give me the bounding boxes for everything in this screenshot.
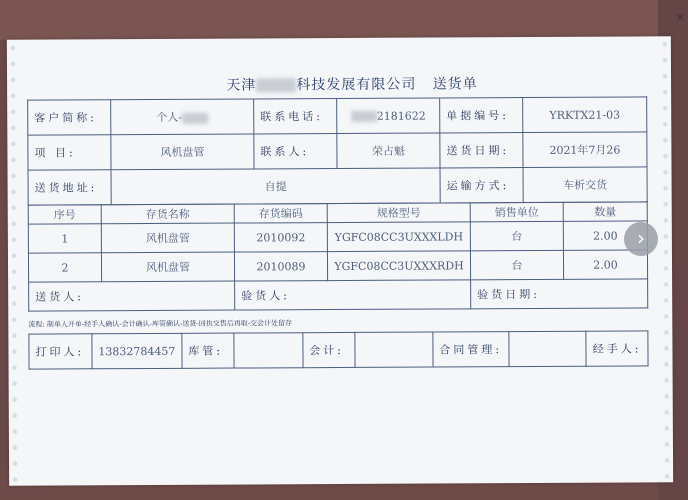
- item-value: 风机盘管: [111, 134, 254, 170]
- col-header: 数量: [563, 202, 647, 221]
- date-value: 2021年7月26: [523, 132, 647, 168]
- redacted-phone: [351, 111, 377, 122]
- footer-table: [28, 330, 648, 369]
- address-value: 自提: [111, 168, 440, 205]
- document-type: 送货单: [432, 76, 478, 93]
- redacted-company-fragment: [256, 78, 296, 92]
- row-code: 2010092: [234, 223, 327, 252]
- next-image-button[interactable]: [624, 222, 658, 256]
- process-note: 流程: 制单人开单-经手人确认-会计确认-库管确认-送货-回执交售后再取-交会计处留存: [28, 319, 293, 329]
- row-unit: 台: [470, 250, 563, 279]
- row-unit: 台: [470, 221, 563, 250]
- company-name-end: 科技发展有限公司: [296, 76, 417, 94]
- customer-label: 客户简称:: [28, 100, 111, 135]
- customer-value: 个人-: [111, 99, 254, 135]
- inspector-label: 验货人:: [235, 280, 471, 310]
- close-icon[interactable]: ✕: [676, 13, 685, 24]
- row-no: 1: [28, 224, 101, 253]
- printer-value: 13832784457: [92, 333, 182, 368]
- row-code: 2010089: [234, 252, 327, 281]
- items-table: [28, 201, 649, 311]
- delivery-note-paper: [7, 36, 673, 485]
- docno-label: 单据编号:: [440, 98, 523, 133]
- chevron-right-icon: ›: [637, 226, 645, 250]
- phone-value: 2181622: [337, 98, 440, 134]
- document-title: [27, 72, 677, 95]
- contact-value: 荣占魁: [337, 133, 440, 169]
- item-label: 项 目:: [28, 135, 111, 170]
- row-name: 风机盘管: [101, 252, 234, 282]
- col-header: 销售单位: [470, 202, 563, 221]
- row-spec: YGFC08CC3UXXXRDH: [327, 251, 470, 281]
- row-name: 风机盘管: [101, 223, 234, 253]
- address-label: 送货地址:: [28, 170, 111, 205]
- row-no: 2: [28, 253, 101, 282]
- table-row: [28, 221, 647, 253]
- warehouse-sign: [234, 333, 303, 368]
- delivery-form: [27, 96, 642, 369]
- contact-label: 联系人:: [254, 134, 337, 169]
- row-qty: 2.00: [563, 250, 647, 279]
- inspect-date-label: 验货日期:: [471, 279, 648, 309]
- perforation-right: [661, 36, 671, 482]
- row-qty: 2.00: [563, 221, 647, 250]
- warehouse-label: 库管:: [182, 333, 235, 368]
- company-name-start: 天津: [226, 77, 257, 94]
- phone-label: 联系电话:: [254, 99, 337, 134]
- col-header: 序号: [28, 205, 101, 224]
- col-header: 存货名称: [101, 204, 234, 224]
- signature-row: [29, 279, 648, 311]
- accountant-sign: [355, 332, 433, 367]
- background-top: [0, 0, 688, 40]
- transport-label: 运输方式:: [440, 168, 523, 203]
- header-info-table: [27, 96, 648, 205]
- docno-value: YRKTX21-03: [523, 97, 647, 133]
- contract-label: 合同管理:: [433, 332, 509, 367]
- redacted-customer: [182, 112, 208, 123]
- accountant-label: 会计:: [303, 332, 356, 367]
- transport-value: 车析交货: [523, 167, 647, 203]
- contract-sign: [509, 331, 587, 366]
- handler-label: 经手人:: [586, 331, 648, 366]
- printer-label: 打印人:: [29, 334, 92, 369]
- table-row: [28, 250, 647, 282]
- perforation-left: [9, 40, 19, 486]
- col-header: 存货编码: [234, 204, 327, 223]
- deliverer-label: 送货人:: [29, 281, 235, 311]
- date-label: 送货日期:: [440, 133, 523, 168]
- col-header: 规格型号: [327, 203, 470, 223]
- row-spec: YGFC08CC3UXXXLDH: [327, 222, 470, 252]
